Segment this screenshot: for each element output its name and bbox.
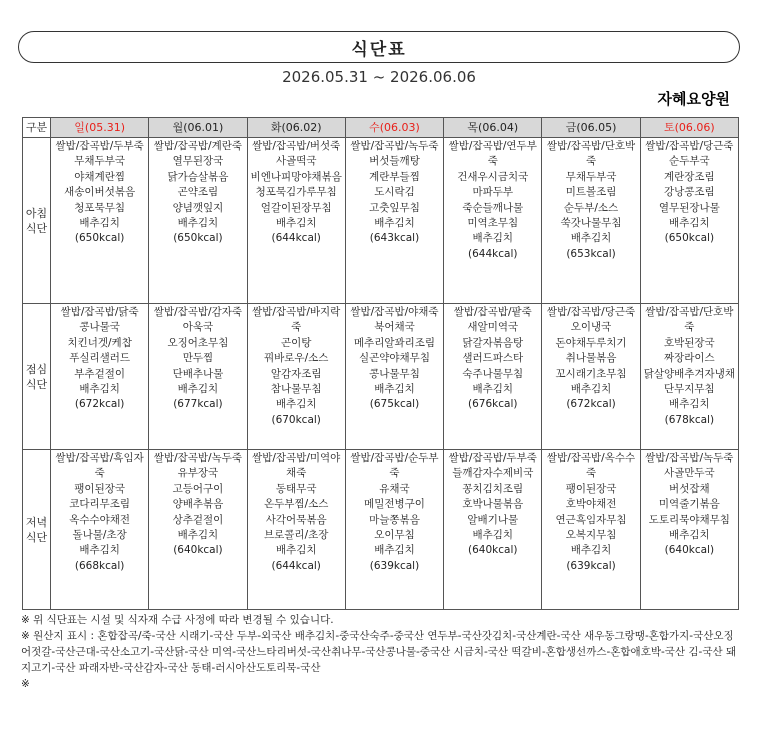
dish-item: 미역줄기볶음 [658,498,720,511]
dish-item: 버섯잡채 [669,482,710,495]
calorie-value: (644kcal) [271,559,321,572]
dish-item: 도토리묵야채무침 [648,513,730,526]
dish-item: 새알미역국 [467,321,519,334]
dish-item: 사각어묵볶음 [265,513,327,526]
menu-cell [345,138,443,304]
menu-cell [640,138,738,304]
dish-item: 쌀밥/잡곡밥/흑임자죽 [55,452,144,480]
dish-item: 브로콜리/초장 [264,529,329,542]
menu-cell [51,304,149,450]
meal-label-line: 식단 [25,221,48,235]
dish-item: 계란장조림 [663,170,715,183]
dish-item: 건새우시금치국 [457,170,529,183]
menu-cell [444,450,542,610]
menu-cell [51,450,149,610]
dish-item: 양념깻잎지 [172,201,224,214]
dish-item: 짜장라이스 [663,352,715,365]
day-header: 금(06.05) [542,118,640,138]
note-change-notice: ※ 위 식단표는 시설 및 식자재 수급 사정에 따라 변경될 수 있습니다. [21,614,334,626]
menu-cell [640,304,738,450]
meal-row [23,138,739,304]
dish-item: 쌀밥/잡곡밥/야채죽 [350,306,439,318]
dish-item: 쌀밥/잡곡밥/두부죽 [55,140,144,152]
menu-cell [149,450,247,610]
dish-item: 쌀밥/잡곡밥/미역야채죽 [252,452,341,480]
dish-item: 호박야채전 [565,498,617,511]
dish-item: 팽이된장국 [565,482,617,495]
calorie-value: (640kcal) [173,544,223,557]
dish-item: 무채두부국 [74,155,125,168]
dish-item: 알감자조림 [270,367,322,380]
dish-item: 돈야채두루치기 [555,336,627,349]
dish-item: 청포묵김가루무침 [255,186,337,199]
dish-item: 코다리무조림 [69,498,131,511]
dish-item: 열무된장나물 [658,201,720,214]
dish-item: 콩나물무침 [369,367,420,380]
dish-item: 단배추나물 [172,367,224,380]
dish-item: 북어채국 [374,321,415,334]
dish-item: 아욱국 [182,321,214,334]
calorie-value: (670kcal) [271,413,321,426]
dish-item: 유채국 [379,482,410,495]
dish-item: 배추김치 [570,232,612,245]
dish-item: 비엔나피망야채볶음 [250,170,342,183]
dish-item: 순두부/소스 [563,201,619,214]
meal-label-line: 저녁 [25,515,48,529]
dish-item: 배추김치 [275,217,317,230]
calorie-value: (653kcal) [566,247,616,260]
calorie-value: (644kcal) [271,232,321,245]
calorie-value: (672kcal) [566,398,616,411]
dish-item: 양배추볶음 [172,498,224,511]
dish-item: 호박된장국 [663,336,715,349]
calorie-value: (678kcal) [664,413,715,426]
dish-item: 치킨너겟/케찹 [67,336,132,349]
dish-item: 배추김치 [374,544,415,557]
menu-cell [149,138,247,304]
dish-item: 배추김치 [472,383,514,396]
dish-item: 미트볼조림 [565,186,617,199]
dish-item: 배추김치 [374,383,415,396]
dish-item: 콩나물국 [79,321,120,334]
dish-item: 오징어초무침 [167,336,229,349]
institution-name: 자혜요양원 [657,90,730,108]
dish-item: 버섯들깨탕 [369,155,420,168]
calorie-value: (650kcal) [173,232,223,245]
day-header: 월(06.01) [149,118,247,138]
dish-item: 샐러드파스타 [462,352,524,365]
dish-item: 호박나물볶음 [462,498,524,511]
dish-item: 꼬시래기초무침 [555,367,627,380]
dish-item: 청포묵무침 [74,201,125,214]
menu-cell [247,450,345,610]
dish-item: 쌀밥/잡곡밥/녹두죽 [350,140,439,152]
day-header: 화(06.02) [247,118,345,138]
dish-item: 취나물볶음 [565,352,617,365]
calorie-value: (639kcal) [369,559,420,572]
dish-item: 쌀밥/잡곡밥/연두부죽 [448,140,537,168]
dish-item: 곤약조림 [177,186,219,199]
meal-label-line: 아침 [25,206,48,220]
dish-item: 돌나물/초장 [72,529,127,542]
dish-item: 배추김치 [79,383,120,396]
menu-cell [444,138,542,304]
dish-item: 죽순들깨나물 [462,201,524,214]
day-header: 토(06.06) [640,118,738,138]
calorie-value: (643kcal) [369,232,420,245]
dish-item: 쌀밥/잡곡밥/팥죽 [453,306,532,318]
meal-label [23,304,51,450]
dish-item: 쌀밥/잡곡밥/옥수수죽 [546,452,636,480]
dish-item: 옥수수야채전 [69,513,131,526]
meal-table-body [23,138,739,610]
dish-item: 오이냉국 [570,321,612,334]
dish-item: 알배기나물 [467,513,519,526]
dish-item: 상추겉절이 [172,513,224,526]
menu-cell [444,304,542,450]
calorie-value: (640kcal) [468,544,518,557]
dish-item: 사골떡국 [275,155,317,168]
dish-item: 강낭콩조림 [663,186,715,199]
calorie-value: (672kcal) [74,398,125,411]
dish-item: 닭살양배추겨자냉채 [643,367,735,380]
dish-item: 야채계란찜 [74,170,125,183]
menu-cell [247,138,345,304]
dish-item: 배추김치 [79,217,120,230]
meal-table [22,117,739,610]
dish-item: 쌀밥/잡곡밥/순두부죽 [350,452,439,480]
dish-item: 꿔바로우/소스 [264,352,329,365]
dish-item: 계란부들찜 [369,170,420,183]
dish-item: 실곤약야채무침 [358,352,430,365]
dish-item: 사골만두국 [663,467,715,480]
notes-section [21,612,741,692]
dish-item: 곤이탕 [280,336,312,349]
dish-item: 쌀밥/잡곡밥/녹두죽 [153,452,243,464]
dish-item: 닭가슴살볶음 [167,170,229,183]
dish-item: 숙주나물무침 [462,367,524,380]
dish-item: 마늘쫑볶음 [369,513,420,526]
dish-item: 배추김치 [669,398,710,411]
menu-cell [51,138,149,304]
dish-item: 고등어구이 [172,482,224,495]
table-header-row [23,118,739,138]
dish-item: 온두부찜/소스 [264,498,329,511]
corner-label: 구분 [23,118,51,138]
dish-item: 쌀밥/잡곡밥/감자죽 [153,306,243,318]
dish-item: 쑥갓나물무침 [560,217,622,230]
meal-label [23,138,51,304]
calorie-value: (650kcal) [74,232,125,245]
dish-item: 푸실리샐러드 [69,352,131,365]
dish-item: 배추김치 [472,232,514,245]
dish-item: 쌀밥/잡곡밥/바지락죽 [252,306,341,334]
calorie-value: (676kcal) [468,398,518,411]
dish-item: 순두부국 [669,155,710,168]
dish-item: 메추리알꽈리조림 [353,336,436,349]
day-header: 수(06.03) [345,118,443,138]
dish-item: 동태무국 [275,482,317,495]
calorie-value: (644kcal) [468,247,518,260]
meal-label-line: 식단 [25,377,48,391]
calorie-value: (639kcal) [566,559,616,572]
menu-cell [345,304,443,450]
note-origin-labeling: ※ 원산지 표시 : 혼합잡곡/죽-국산 시래기-국산 두부-외국산 배추김치-중국산숙주-중국산 연두부-국산갓김치-국산계란-국산 새우동그랑땡-혼합가지-국산오징어젓갈-국산근대-국산소고기-국산닭-국산 미역-국산느타리버섯-국산취나무-국산콩나물-중국산 시금치-국산 떡갈비-혼합생선까스-혼합애호박-국산 김-국산 돼지고기-국산 파래자반-국산감자-국산 동태-러시아산도토리묵-국산 [21,630,737,674]
dish-item: 배추김치 [177,217,219,230]
calorie-value: (675kcal) [369,398,420,411]
meal-label-line: 점심 [25,362,48,376]
menu-cell [345,450,443,610]
dish-item: 배추김치 [177,383,219,396]
dish-item: 팽이된장국 [74,482,125,495]
dish-item: 들깨감자수제비국 [452,467,534,480]
page-title [18,31,740,63]
dish-item: 배추김치 [570,383,612,396]
dish-item: 얼갈이된장무침 [260,201,332,214]
day-header: 일(05.31) [51,118,149,138]
dish-item: 연근흑임자무침 [555,513,627,526]
dish-item: 부추겉절이 [74,367,125,380]
dish-item: 쌀밥/잡곡밥/버섯죽 [252,140,341,152]
menu-cell [542,138,640,304]
dish-item: 만두찜 [182,352,214,365]
dish-item: 배추김치 [570,544,612,557]
dish-item: 오이무침 [374,529,415,542]
calorie-value: (640kcal) [664,544,715,557]
menu-cell [542,450,640,610]
dish-item: 배추김치 [275,544,317,557]
dish-item: 쌀밥/잡곡밥/당근죽 [645,140,734,152]
dish-item: 쌀밥/잡곡밥/단호박죽 [546,140,636,168]
meal-row [23,450,739,610]
dish-item: 참나물무침 [270,383,322,396]
menu-period: 2026.05.31 ~ 2026.06.06 [282,68,476,86]
dish-item: 쌀밥/잡곡밥/두부죽 [448,452,537,464]
dish-item: 메밀전병구이 [364,498,425,511]
dish-item: 쌀밥/잡곡밥/녹두죽 [645,452,734,464]
calorie-value: (668kcal) [74,559,125,572]
dish-item: 닭갈자볶음탕 [462,336,524,349]
dish-item: 도시락김 [374,186,415,199]
dish-item: 배추김치 [472,529,514,542]
menu-cell [149,304,247,450]
dish-item: 유부장국 [177,467,219,480]
dish-item: 배추김치 [669,217,710,230]
dish-item: 새송이버섯볶음 [64,186,136,199]
calorie-value: (677kcal) [173,398,223,411]
dish-item: 쌀밥/잡곡밥/닭죽 [60,306,139,318]
meal-label-line: 식단 [25,530,48,544]
note-extra: ※ [21,678,30,690]
dish-item: 무채두부국 [565,170,617,183]
calorie-value: (650kcal) [664,232,715,245]
dish-item: 배추김치 [669,529,710,542]
day-header: 목(06.04) [444,118,542,138]
dish-item: 쌀밥/잡곡밥/계란죽 [153,140,243,152]
dish-item: 배추김치 [374,217,415,230]
menu-cell [247,304,345,450]
meal-row [23,304,739,450]
dish-item: 마파두부 [472,186,514,199]
title-text: 식단표 [351,39,407,60]
dish-item: 배추김치 [79,544,120,557]
dish-item: 쌀밥/잡곡밥/당근죽 [546,306,636,318]
dish-item: 고춧잎무침 [369,201,420,214]
dish-item: 쌀밥/잡곡밥/단호박죽 [645,306,734,334]
menu-cell [640,450,738,610]
dish-item: 단무지무침 [663,383,715,396]
dish-item: 꽁치김치조림 [462,482,524,495]
dish-item: 배추김치 [275,398,317,411]
menu-cell [542,304,640,450]
meal-label [23,450,51,610]
dish-item: 열무된장국 [172,155,224,168]
dish-item: 미역초무침 [467,217,519,230]
dish-item: 배추김치 [177,529,219,542]
dish-item: 오복지무침 [565,529,617,542]
